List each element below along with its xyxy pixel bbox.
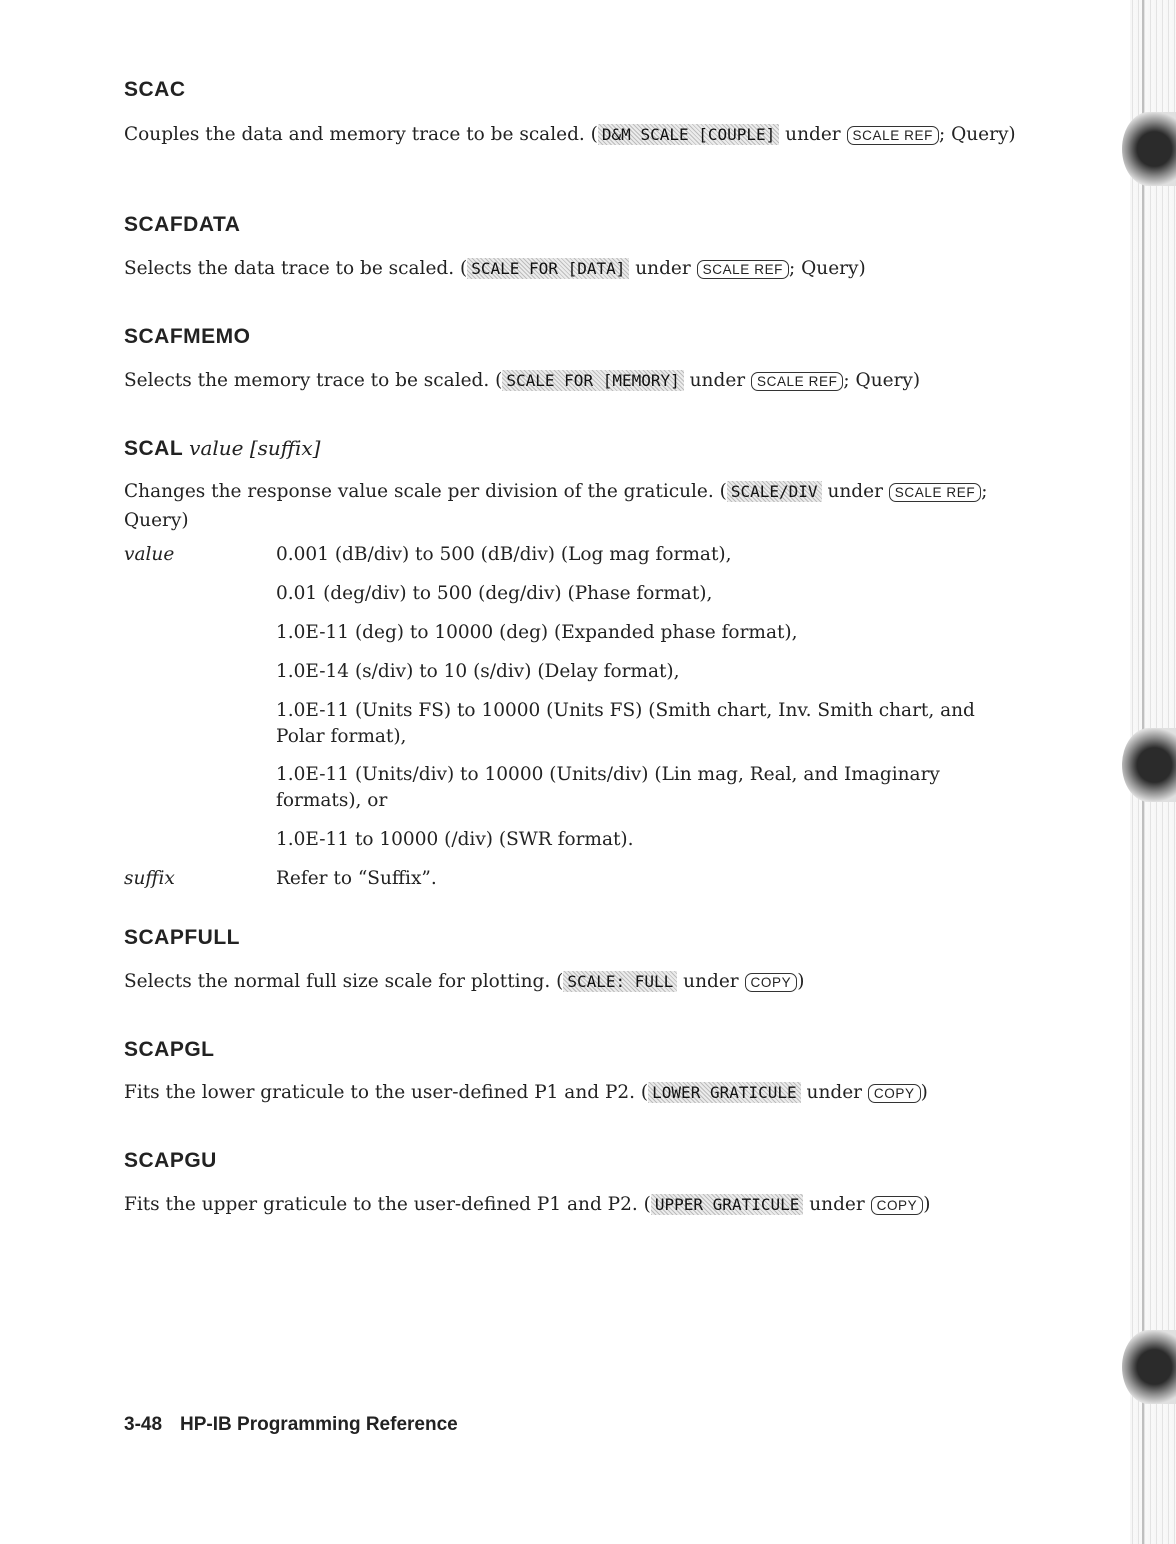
tail-text: ; Query)	[938, 124, 1016, 145]
softkey-label: SCALE/DIV	[727, 481, 822, 502]
description-text: Changes the response value scale per division of the graticule. (	[124, 481, 727, 502]
softkey-label: SCALE FOR [DATA]	[467, 258, 629, 279]
softkey-label: D&M SCALE [COUPLE]	[598, 124, 779, 145]
param-range-line: 1.0E-11 (Units/div) to 10000 (Units/div) (Lin mag, Real, and Imaginary formats), or	[276, 764, 940, 811]
hardkey-label: SCALE REF	[847, 126, 939, 145]
description-text: Fits the upper graticule to the user-defined P1 and P2. (	[124, 1194, 651, 1215]
command-description-scafdata	[124, 254, 1024, 283]
under-text: under	[803, 1194, 871, 1215]
param-range-line: 1.0E-14 (s/div) to 10 (s/div) (Delay format),	[276, 661, 680, 682]
heading-arguments: value [suffix]	[189, 436, 321, 460]
under-text: under	[800, 1082, 868, 1103]
param-range-line: 1.0E-11 (deg) to 10000 (deg) (Expanded phase format),	[276, 622, 798, 643]
param-suffix-text: Refer to “Suffix”.	[276, 868, 437, 889]
description-text: Selects the memory trace to be scaled. (	[124, 370, 503, 391]
description-text: Selects the data trace to be scaled. (	[124, 258, 468, 279]
param-range-line: 1.0E-11 to 10000 (/div) (SWR format).	[276, 829, 634, 850]
page-number: 3-48	[124, 1414, 163, 1435]
command-description-scapgu	[124, 1190, 1024, 1219]
under-text: under	[683, 370, 751, 391]
softkey-label: LOWER GRATICULE	[648, 1082, 801, 1103]
hardkey-label: SCALE REF	[889, 483, 981, 502]
param-range-line: 1.0E-11 (Units FS) to 10000 (Units FS) (Smith chart, Inv. Smith chart, and Polar format),	[276, 700, 975, 747]
command-description-scafmemo	[124, 366, 1024, 395]
param-label-value: value	[124, 544, 175, 565]
under-text: under	[629, 258, 697, 279]
command-heading-scapgu: SCAPGU	[124, 1149, 217, 1172]
description-text: Selects the normal full size scale for plotting. (	[124, 971, 564, 992]
hardkey-label: SCALE REF	[751, 372, 843, 391]
command-heading-scal	[124, 436, 320, 461]
command-heading-scafdata: SCAFDATA	[124, 213, 241, 236]
tail-text: )	[923, 1194, 931, 1215]
tail-text: ; Query)	[843, 370, 921, 391]
hardkey-label: COPY	[868, 1084, 921, 1103]
heading-keyword: SCAL	[124, 437, 183, 460]
page-footer	[124, 1414, 458, 1436]
softkey-label: SCALE: FULL	[563, 971, 677, 992]
command-description-scapgl	[124, 1078, 1024, 1107]
param-range-line: 0.01 (deg/div) to 500 (deg/div) (Phase format),	[276, 583, 713, 604]
binder-hole	[1122, 728, 1176, 802]
binder-hole	[1122, 1330, 1176, 1404]
command-heading-scac: SCAC	[124, 78, 186, 101]
hardkey-label: SCALE REF	[697, 260, 789, 279]
command-heading-scafmemo: SCAFMEMO	[124, 325, 251, 348]
command-description-scac	[124, 120, 1024, 149]
footer-title: HP-IB Programming Reference	[180, 1414, 458, 1435]
param-label-suffix: suffix	[124, 868, 175, 889]
binder-hole	[1122, 112, 1176, 186]
description-text: Couples the data and memory trace to be scaled. (	[124, 124, 598, 145]
command-heading-scapfull: SCAPFULL	[124, 926, 240, 949]
tail-text: )	[920, 1082, 928, 1103]
under-text: under	[677, 971, 745, 992]
command-description-scal	[124, 477, 1024, 535]
softkey-label: SCALE FOR [MEMORY]	[502, 370, 683, 391]
tail-text: ; Query)	[789, 258, 866, 279]
under-text: under	[821, 481, 889, 502]
tail-text: )	[797, 971, 805, 992]
under-text: under	[779, 124, 847, 145]
description-text: Fits the lower graticule to the user-defined P1 and P2. (	[124, 1082, 649, 1103]
tail-text: ; Query)	[124, 481, 988, 531]
command-description-scapfull	[124, 967, 1024, 996]
softkey-label: UPPER GRATICULE	[651, 1194, 804, 1215]
param-range-line: 0.001 (dB/div) to 500 (dB/div) (Log mag format),	[276, 544, 732, 565]
command-heading-scapgl: SCAPGL	[124, 1038, 215, 1061]
hardkey-label: COPY	[745, 973, 798, 992]
hardkey-label: COPY	[871, 1196, 924, 1215]
